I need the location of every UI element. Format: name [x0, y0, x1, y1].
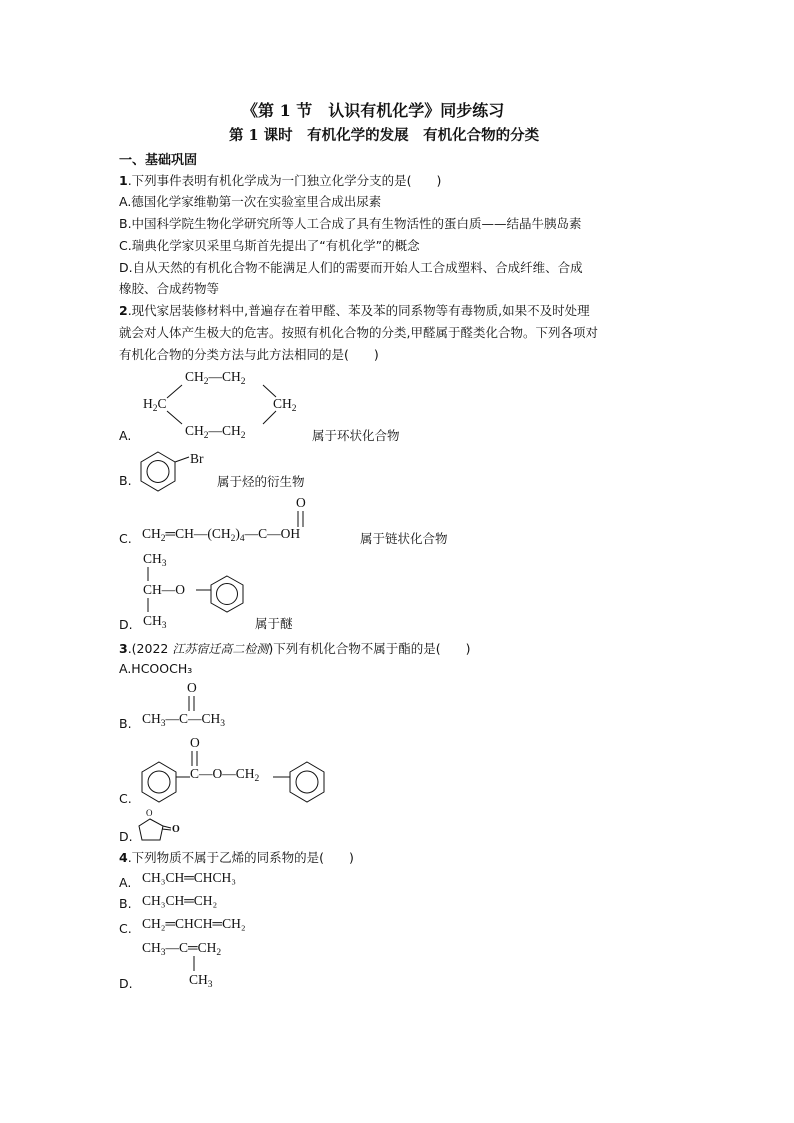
svg-text:CH3: $CH_3$ — [143, 551, 167, 569]
q2-option-a-desc: 属于环状化合物 — [312, 428, 400, 443]
svg-text:CH3: $CH_3$ — [189, 972, 213, 990]
q2-option-c-label: C. — [119, 531, 132, 546]
q4-option-c-formula: CH₂═CHCH═CH₂ — [142, 916, 246, 931]
q4-option-b-label: B. — [119, 896, 132, 911]
svg-text:O: O — [190, 735, 200, 750]
q3-option-c-label: C. — [119, 791, 132, 806]
svg-text:Br: Br — [190, 451, 204, 466]
svg-text:CH2—CH2: $CH_2—CH_2$ — [185, 369, 246, 387]
q2-option-b-desc: 属于烃的衍生物 — [217, 474, 305, 489]
question-number: 2 — [119, 303, 128, 318]
question-number: 4 — [119, 850, 128, 865]
page-subtitle: 第 1 课时 有机化学的发展 有机化合物的分类 — [229, 127, 540, 144]
svg-text:CH2: $CH_2$ — [273, 396, 297, 414]
svg-text:CH—O: CH—O — [143, 582, 186, 597]
q3-option-b-label: B. — [119, 716, 132, 731]
svg-text:H2C: $H_2C$ — [143, 396, 167, 414]
svg-text:CH3: $CH_3$ — [143, 613, 167, 631]
svg-text:O: O — [296, 495, 306, 510]
q1-option-c: C.瑞典化学家贝采里乌斯首先提出了“有机化学”的概念 — [119, 238, 420, 253]
q4-option-b-formula: CH₃CH═CH₂ — [142, 893, 218, 908]
q4-option-c-label: C. — [119, 921, 132, 936]
q2-option-a-label: A. — [119, 428, 132, 443]
q2-option-c-desc: 属于链状化合物 — [360, 531, 448, 546]
q2-option-d-label: D. — [119, 617, 133, 632]
q1-option-b: B.中国科学院生物化学研究所等人工合成了具有生物活性的蛋白质——结晶牛胰岛素 — [119, 216, 582, 231]
svg-text:CH3—C═CH2: $CH_3—C═CH_2$ — [142, 940, 222, 958]
question-2-stem: 2.现代家居装修材料中,普遍存在着甲醛、苯及苯的同系物等有毒物质,如果不及时处理 — [119, 303, 590, 318]
svg-text:O: O — [187, 680, 197, 695]
question-1-stem: 1.下列事件表明有机化学成为一门独立化学分支的是( ) — [119, 173, 442, 188]
svg-text:C—O—CH2: $C—O—CH_2$ — [190, 766, 260, 784]
q2-option-d-desc: 属于醚 — [255, 616, 293, 631]
q4-option-a-label: A. — [119, 875, 132, 890]
q3-option-a: A.HCOOCH₃ — [119, 661, 193, 676]
question-number: 3 — [119, 641, 128, 656]
question-number: 1 — [119, 173, 128, 188]
q4-option-d-label: D. — [119, 976, 133, 991]
question-2-stem-line2: 就会对人体产生极大的危害。按照有机化合物的分类,甲醛属于醛类化合物。下列各项对 — [119, 325, 598, 340]
q2-option-b-label: B. — [119, 473, 132, 488]
question-3-stem: 3.(2022 江苏宿迁高二检测)下列有机化合物不属于酯的是( ) — [119, 641, 471, 656]
section-heading: 一、基础巩固 — [119, 153, 198, 168]
question-2-stem-line3: 有机化合物的分类方法与此方法相同的是( ) — [119, 347, 379, 362]
svg-text:CH2═CH—(CH2)4—C—OH: $CH_2═CH—(CH_2)_4—C—OH$ — [142, 526, 301, 544]
q1-option-d: D.自从天然的有机化合物不能满足人们的需要而开始人工合成塑料、合成纤维、合成 — [119, 260, 583, 275]
question-source: 江苏宿迁高二检测 — [172, 642, 269, 656]
q3-option-d-label: D. — [119, 829, 133, 844]
svg-text:O: O — [146, 808, 153, 818]
q4-option-a-formula: CH₃CH═CHCH₃ — [142, 870, 236, 885]
svg-text:CH2—CH2: $CH_2—CH_2$ — [185, 423, 246, 441]
q1-option-a: A.德国化学家维勒第一次在实验室里合成出尿素 — [119, 194, 382, 209]
svg-text:CH3—C—CH3: $CH_3—C—CH_3$ — [142, 711, 226, 729]
svg-text:O: O — [172, 824, 180, 835]
page-title: 《第 1 节 认识有机化学》同步练习 — [242, 101, 505, 120]
question-4-stem: 4.下列物质不属于乙烯的同系物的是( ) — [119, 850, 354, 865]
q1-option-d-cont: 橡胶、合成药物等 — [119, 281, 220, 296]
